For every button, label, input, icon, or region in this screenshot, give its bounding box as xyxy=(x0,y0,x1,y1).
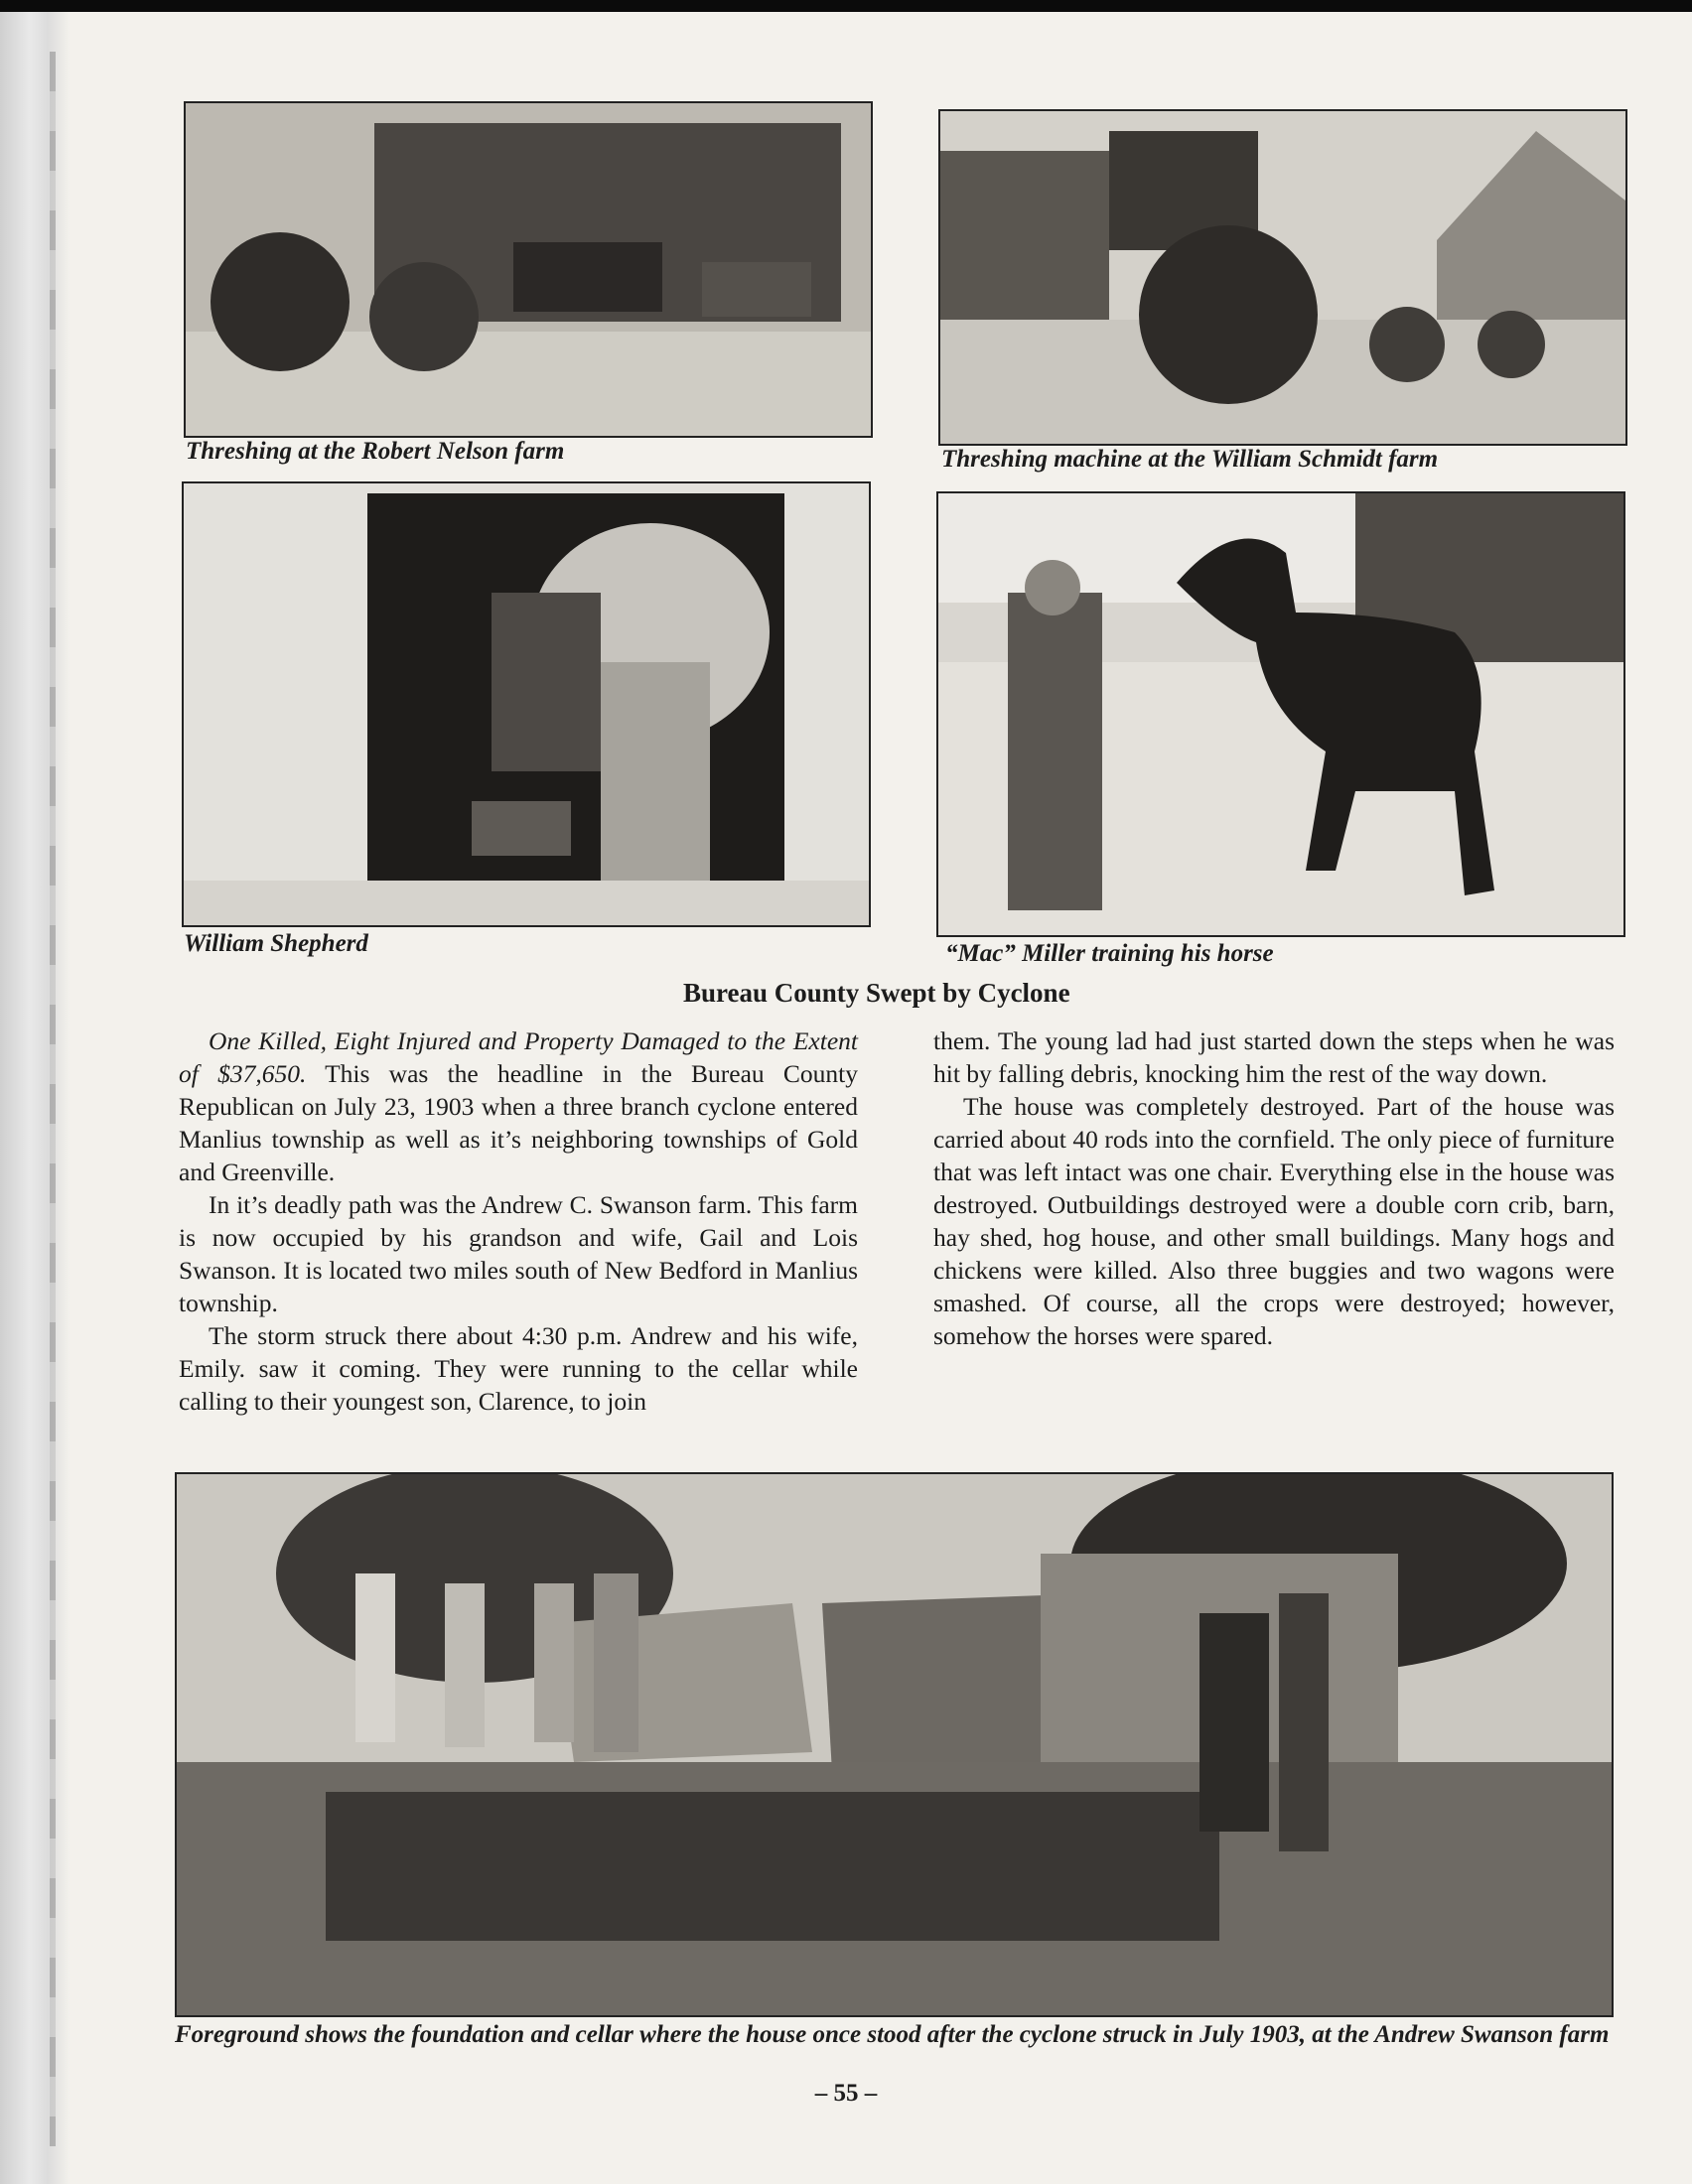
article-paragraph-3: The storm struck there about 4:30 p.m. Andrew and his wife, Emily. saw it coming. They were running to the cellar while calling to their youngest son, Clarence, to join xyxy=(179,1321,858,1416)
caption-swanson: Foreground shows the foundation and cellar where the house once stood after the cyclone struck in July 1903, at the Andrew Swanson farm xyxy=(175,2021,1610,2048)
article-paragraph-5: The house was completely destroyed. Part of the house was carried about 40 rods into the cornfield. The only piece of furniture that was left intact was one chair. Everything else in the house was destroyed. Outbuildings destroyed were a double corn crib, barn, hay shed, hog house, and other small buildings. Many hogs and chickens were killed. Also three buggies and two wagons were smashed. Of course, all the crops were destroyed; however, somehow the horses were spared. xyxy=(933,1092,1615,1350)
article-column-left xyxy=(179,1024,858,1418)
page-number: – 55 – xyxy=(814,2080,878,2107)
caption-nelson: Threshing at the Robert Nelson farm xyxy=(186,438,565,465)
scan-edge xyxy=(0,0,1692,12)
article-paragraph-1 xyxy=(179,1024,858,1188)
photo-mac-miller-horse xyxy=(936,491,1625,937)
caption-shepherd: William Shepherd xyxy=(184,930,368,957)
photo-nelson-image xyxy=(186,103,871,436)
article-paragraph-1-text: This was the headline in the Bureau County Republican on July 23, 1903 when a three branch cyclone entered Manlius township as well as it’s neighboring townships of Gold and Greenville. xyxy=(179,1059,858,1186)
photo-schmidt-threshing-machine xyxy=(938,109,1627,446)
article-paragraph-4: them. The young lad had just started down the steps when he was hit by falling debris, knocking him the rest of the way down. xyxy=(933,1026,1615,1088)
article-column-right xyxy=(933,1024,1615,1352)
article-paragraph-2: In it’s deadly path was the Andrew C. Swanson farm. This farm is now occupied by his grandson and wife, Gail and Lois Swanson. It is located two miles south of New Bedford in Manlius township. xyxy=(179,1190,858,1317)
photo-nelson-threshing xyxy=(184,101,873,438)
article-lead: One Killed, Eight Injured and Property Damaged to the Extent of $37,650. xyxy=(179,1026,858,1088)
article-headline: Bureau County Swept by Cyclone xyxy=(683,978,1070,1008)
photo-swanson-cyclone-aftermath xyxy=(175,1472,1614,2017)
photo-shepherd-image xyxy=(184,483,869,925)
photo-william-shepherd xyxy=(182,481,871,927)
caption-miller: “Mac” Miller training his horse xyxy=(945,940,1274,967)
caption-schmidt: Threshing machine at the William Schmidt farm xyxy=(941,446,1439,473)
photo-miller-image xyxy=(938,493,1623,935)
binding-margin xyxy=(0,12,70,2184)
photo-schmidt-image xyxy=(940,111,1625,444)
photo-swanson-image xyxy=(177,1474,1612,2015)
